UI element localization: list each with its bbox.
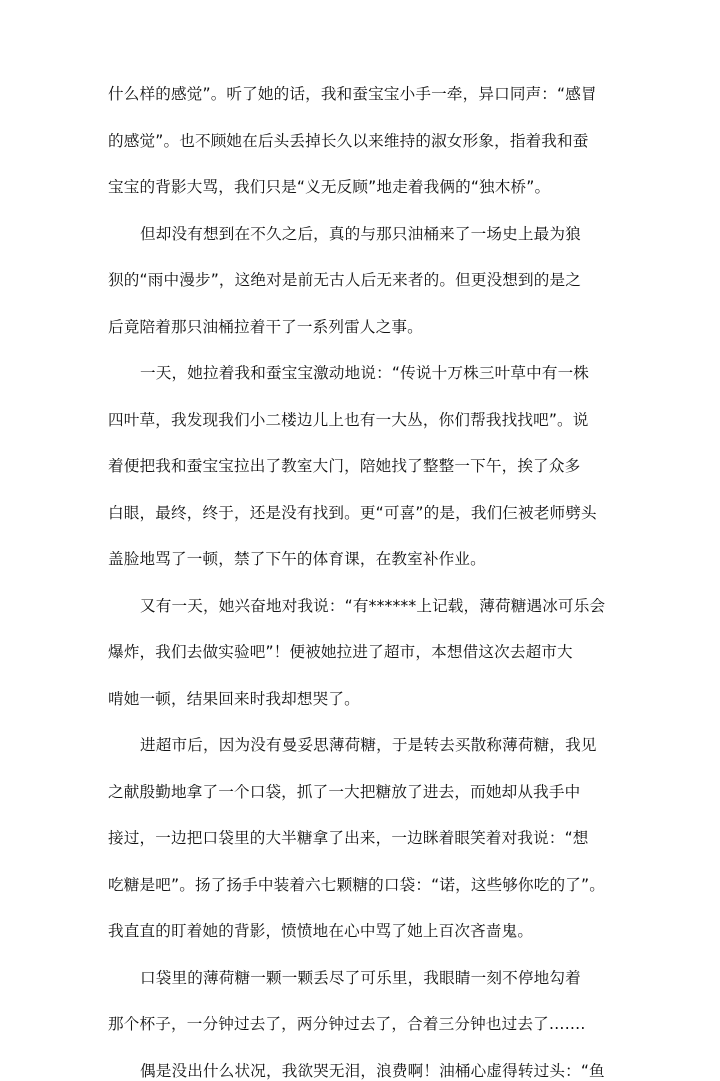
text-line: 宝宝的背影大骂，我们只是“义无反顾”地走着我俩的“独木桥”。 bbox=[108, 178, 551, 196]
text-line: 什么样的感觉”。听了她的话，我和蚕宝宝小手一牵，异口同声：“感冒 bbox=[108, 85, 597, 103]
paragraph-start-line: 又有一天，她兴奋地对我说：“有******上记载，薄荷糖遇冰可乐会 bbox=[140, 597, 606, 615]
text-line: 爆炸，我们去做实验吧”！便被她拉进了超市，本想借这次去超市大 bbox=[108, 643, 573, 661]
text-line: 之献殷勤地拿了一个口袋，抓了一大把糖放了进去，而她却从我手中 bbox=[108, 783, 581, 801]
text-line: 四叶草，我发现我们小二楼边儿上也有一大丛，你们帮我找找吧”。说 bbox=[108, 411, 589, 429]
paragraph-start-line: 但却没有想到在不久之后，真的与那只油桶来了一场史上最为狼 bbox=[140, 225, 581, 243]
text-line: 着便把我和蚕宝宝拉出了教室大门，陪她找了整整一下午，挨了众多 bbox=[108, 457, 581, 475]
text-line: 那个杯子，一分钟过去了，两分钟过去了，合着三分钟也过去了……. bbox=[108, 1015, 586, 1033]
text-line: 白眼，最终，终于，还是没有找到。更“可喜”的是，我们仨被老师劈头 bbox=[108, 504, 597, 522]
text-line: 盖脸地骂了一顿，禁了下午的体育课，在教室补作业。 bbox=[108, 550, 486, 568]
text-line: 狈的“雨中漫步”，这绝对是前无古人后无来者的。但更没想到的是之 bbox=[108, 271, 582, 289]
paragraph-start-line: 口袋里的薄荷糖一颗一颗丢尽了可乐里，我眼睛一刻不停地勾着 bbox=[140, 969, 581, 987]
text-line: 啃她一顿，结果回来时我却想哭了。 bbox=[108, 690, 360, 708]
text-line: 的感觉”。也不顾她在后头丢掉长久以来维持的淑女形象，指着我和蚕 bbox=[108, 132, 589, 150]
text-line: 后竟陪着那只油桶拉着干了一系列雷人之事。 bbox=[108, 318, 423, 336]
text-line: 接过，一边把口袋里的大半糖拿了出来，一边眯着眼笑着对我说：“想 bbox=[108, 829, 589, 847]
paragraph-start-line: 偶是没出什么状况，我欲哭无泪，浪费啊！油桶心虚得转过头：“鱼 bbox=[140, 1062, 605, 1080]
paragraph-start-line: 进超市后，因为没有曼妥思薄荷糖，于是转去买散称薄荷糖，我见 bbox=[140, 736, 597, 754]
paragraph-start-line: 一天，她拉着我和蚕宝宝激动地说：“传说十万株三叶草中有一株 bbox=[140, 364, 590, 382]
text-line: 我直直的盯着她的背影，愤愤地在心中骂了她上百次吝啬鬼。 bbox=[108, 922, 534, 940]
text-line: 吃糖是吧”。扬了扬手中装着六七颗糖的口袋：“诺，这些够你吃的了”。 bbox=[108, 876, 605, 894]
